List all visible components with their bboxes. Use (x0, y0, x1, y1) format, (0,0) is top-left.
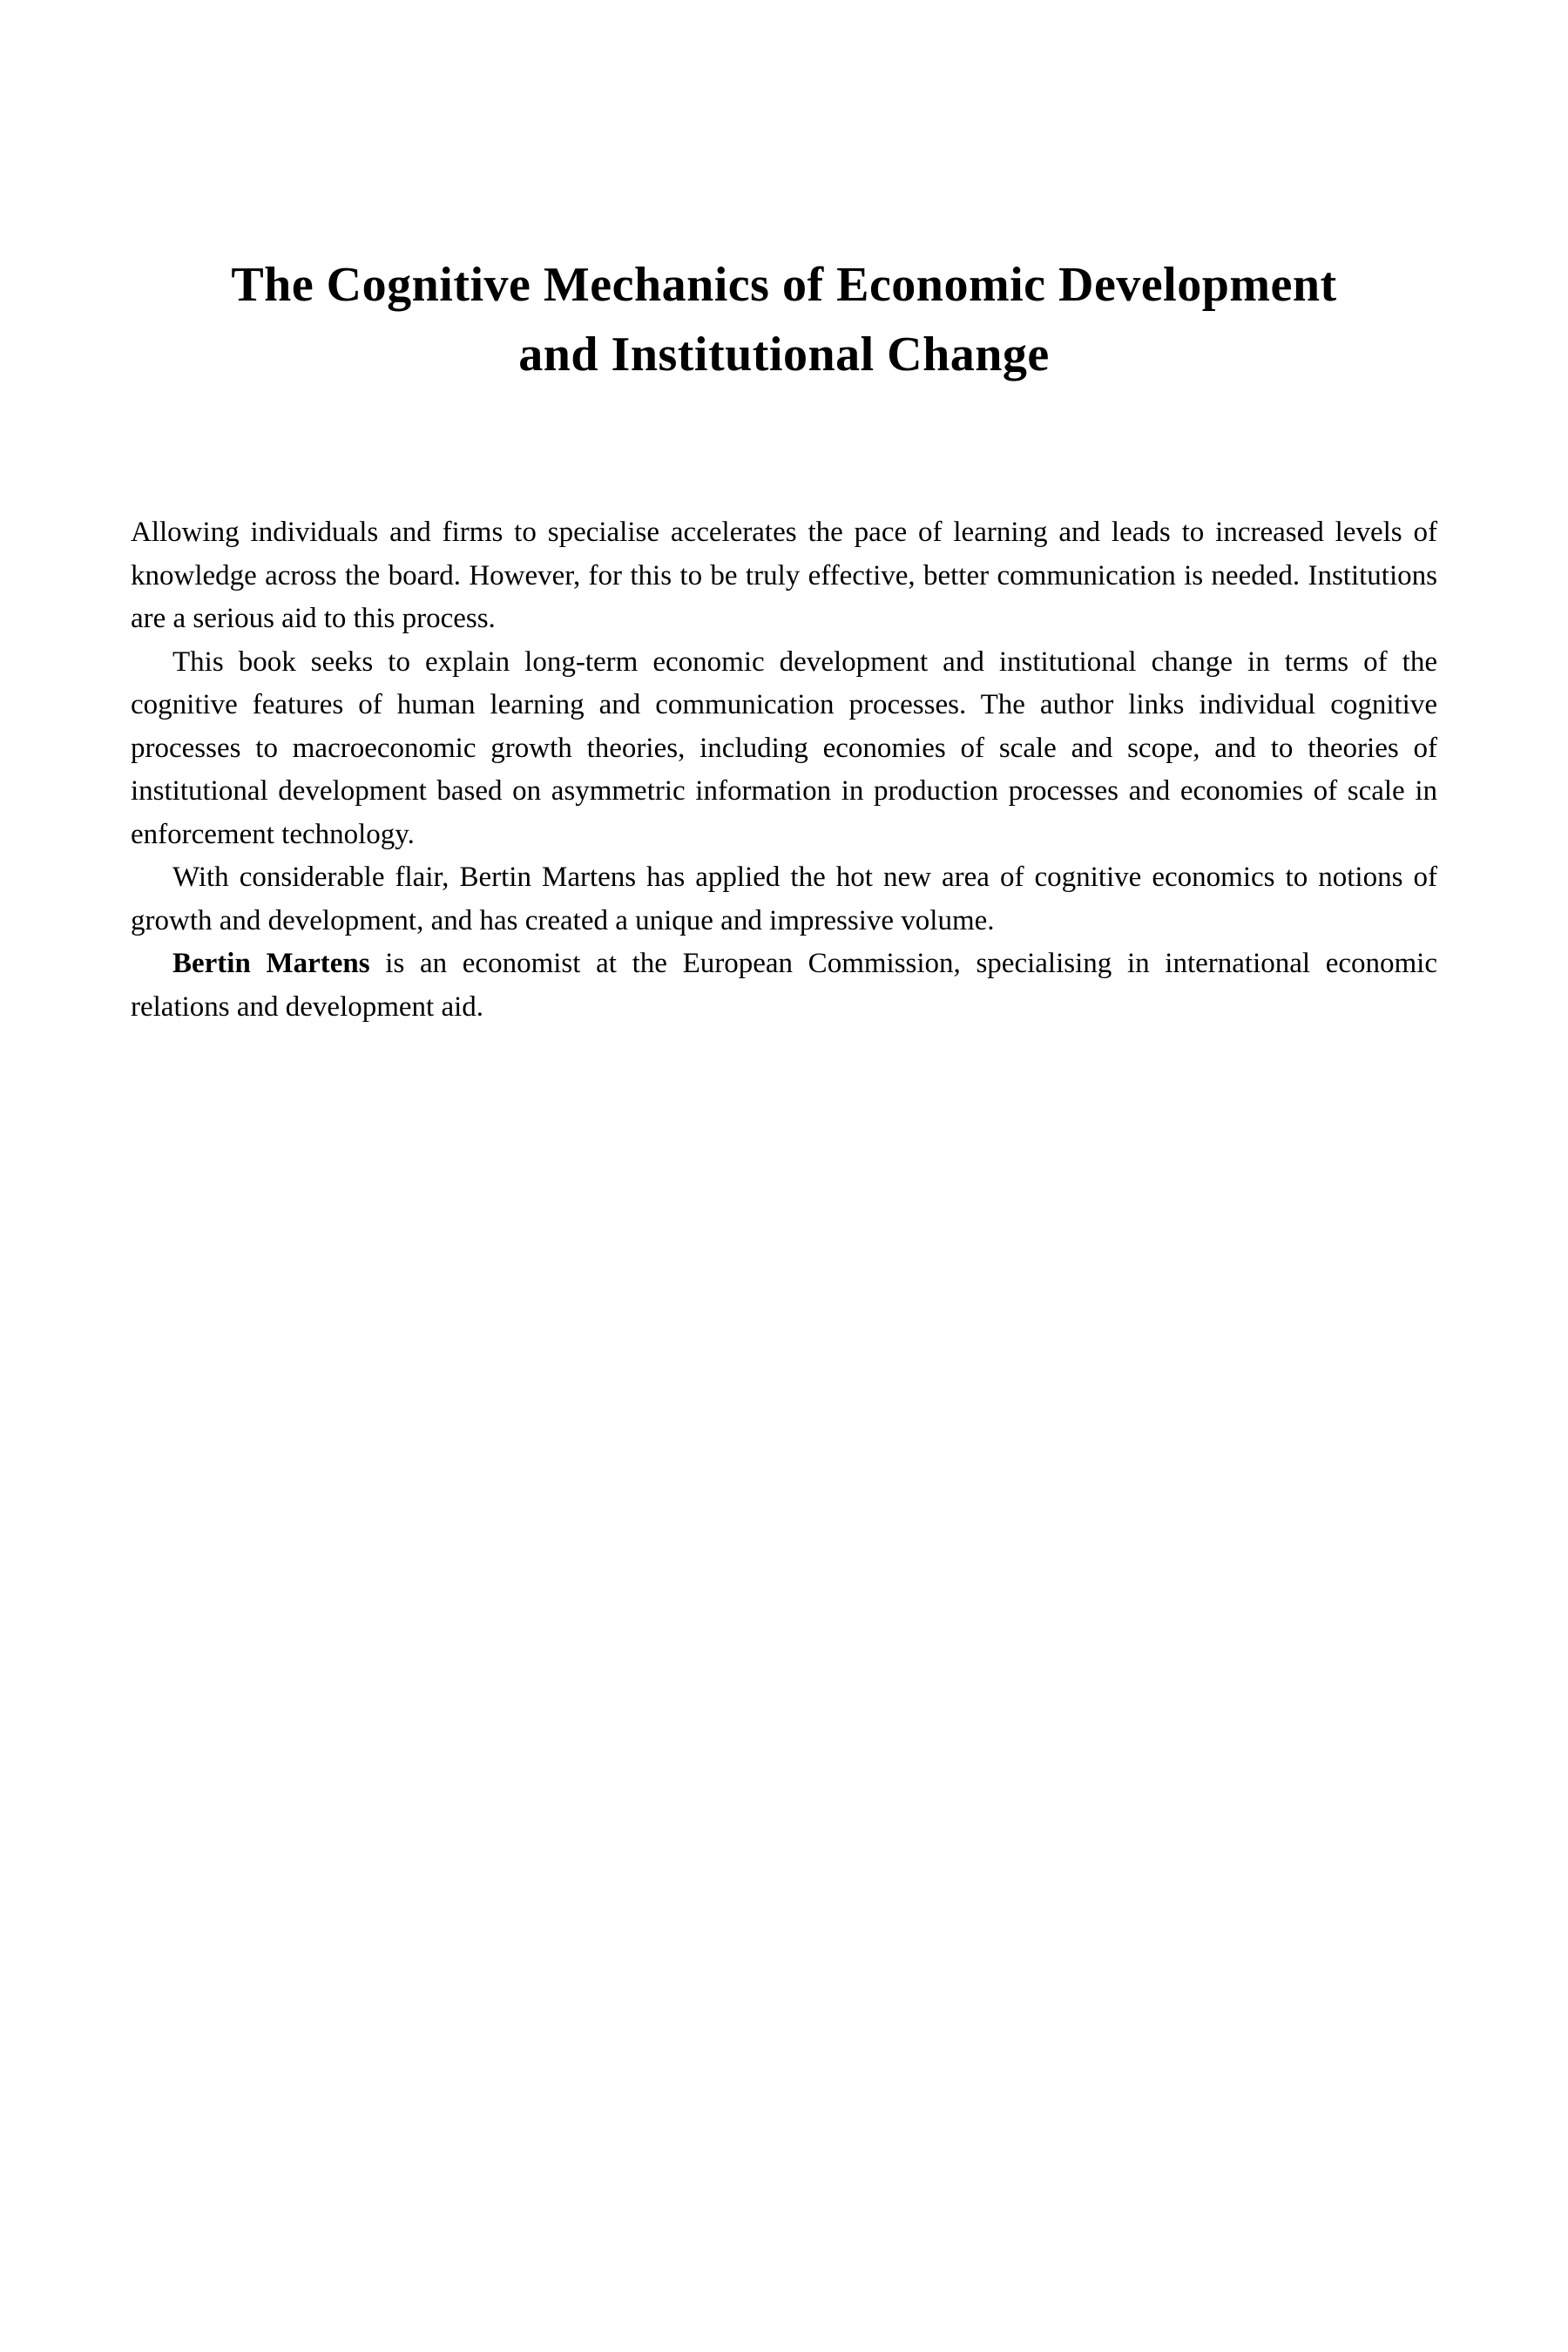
author-bio-text: is an economist at the European Commission, specialising in international economic relations and development aid. (131, 948, 1437, 1023)
page-content (0, 251, 1568, 1029)
body-text (131, 511, 1437, 1029)
paragraph-endorsement: With considerable flair, Bertin Martens has applied the hot new area of cognitive economics to notions of growth and development, and has created a unique and impressive volume. (131, 862, 1437, 936)
page-title (131, 251, 1437, 389)
paragraph-book-summary: This book seeks to explain long-term economic development and institutional change in terms of the cognitive features of human learning and communication processes. The author links individual cognitive processes to macroeconomic growth theories, including economies of scale and scope, and to theories of institutional development based on asymmetric information in production processes and economies of scale in enforcement technology. (131, 645, 1437, 850)
page-title-line-1: The Cognitive Mechanics of Economic Development (231, 258, 1337, 312)
author-name: Bertin Martens (172, 948, 370, 980)
paragraph-intro: Allowing individuals and firms to specialise accelerates the pace of learning and leads to increased levels of knowledge across the board. However, for this to be truly effective, better communication is needed. Institutions are a serious aid to this process. (131, 517, 1437, 635)
page-title-line-2: and Institutional Change (518, 327, 1050, 382)
paragraph-author-bio (131, 943, 1437, 1029)
